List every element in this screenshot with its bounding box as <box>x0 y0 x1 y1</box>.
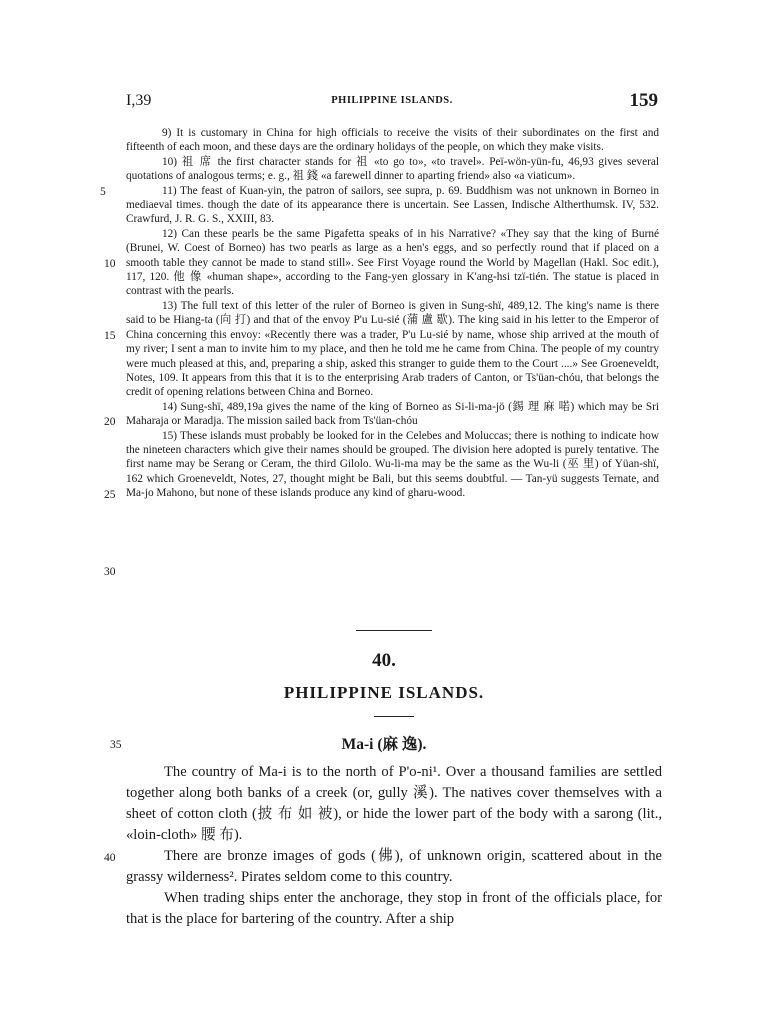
footnote-9: 9) It is customary in China for high officials to receive the visits of their subordinates on the first and fifteenth of each moon, and these days are the ordinary holidays of the people, on which they make visits. <box>126 127 659 154</box>
running-title: PHILIPPINE ISLANDS. <box>331 95 453 106</box>
footnote-12: 12) Can these pearls be the same Pigafetta speaks of in his Narrative? «They say that the king of Burné (Brunei, W. Coest of Borneo) has two pearls as large as a hen's eggs, and so perfectly round that if placed on a smooth table they cannot be made to stand still». See First Voyage round the World by Magellan (Hakl. Soc edit.), 117, 120. 他 像 «human shape», according to the Fang-yen glossary in K'ang-hsi tzï-tién. The statue is placed in contrast with the pearls. <box>126 227 659 298</box>
chapter-reference: I,39 <box>126 92 152 109</box>
section-number: 40. <box>372 650 396 671</box>
paragraph: The country of Ma-i is to the north of P'o-ni¹. Over a thousand families are settled together along both banks of a creek (or, gully 溪). The natives cover themselves with a sheet of cotton cloth (披 布 如 被), or hide the lower part of the body with a sarong (lit., «loin-cloth» 腰 布). <box>126 764 662 843</box>
main-text <box>126 762 662 930</box>
line-number: 35 <box>110 739 122 751</box>
section-title: PHILIPPINE ISLANDS. <box>283 683 485 702</box>
paragraph: There are bronze images of gods (佛), of unknown origin, scattered about in the grassy wilderness². Pirates seldom come to this country. <box>126 848 662 885</box>
line-number: 10 <box>104 258 116 270</box>
footnote-11: 11) The feast of Kuan-yin, the patron of sailors, see supra, p. 69. Buddhism was not unknown in Borneo in mediaeval times. though the date of its appearance there is uncertain. See Lassen, Indische Altherthumsk. IV, 532. Crawfurd, J. R. G. S., XXIII, 83. <box>126 184 659 226</box>
footnote-15: 15) These islands must probably be looked for in the Celebes and Moluccas; there is nothing to indicate how the nineteen characters which give their names should be grouped. The division here adopted is purely tentative. The first name may be Serang or Ceram, the third Gilolo. Wu-li-ma may be the same as the Wu-li (巫 里) of Yüan-shï, 162 which Groeneveldt, Notes, 27, thought might be Bali, but this seems doubtful. — Tan-yü suggests Ternate, and Ma-jo Mahono, but none of these islands produce any kind of gharu-wood. <box>126 429 659 500</box>
line-number: 15 <box>104 330 116 342</box>
footnote-10: 10) 祖 席 the first character stands for 祖 «to go to», «to travel». Peï-wön-yün-fu, 46,93 gives several quotations of analogous terms; e. g., 祖 錢 «a farewell dinner to aparting friend» also «a viaticum». <box>126 155 659 183</box>
line-number: 25 <box>104 489 116 501</box>
footnote-13: 13) The full text of this letter of the ruler of Borneo is given in Sung-shï, 489,12. The king's name is there said to be Hiang-ta (向 打) and that of the envoy P'u Lu-sié (蒲 盧 歇). The king said in his letter to the Emperor of China concerning this envoy: «Recently there was a trader, P'u Lu-sié by name, whose ship arrived at the mouth of my river; I sent a man to invite him to my place, and then he told me he came from China. The people of my country were much pleased at this, and, preparing a ship, asked this stranger to guide them to the Court ....» See Groeneveldt, Notes, 109. It appears from this that it is to the enterprising Arab traders of Canton, or Ts'üan-chóu, that belongs the credit of opening relations between China and Borneo. <box>126 299 659 399</box>
line-number: 30 <box>104 566 116 578</box>
running-head <box>126 90 658 114</box>
line-number: 40 <box>104 852 116 864</box>
title-rule <box>374 716 414 717</box>
section-divider <box>356 630 432 631</box>
paragraph: When trading ships enter the anchorage, they stop in front of the officials place, for that is the place for bartering of the country. After a ship <box>126 890 662 927</box>
footnote-14: 14) Sung-shï, 489,19a gives the name of the king of Borneo as Si-li-ma-jö (錫 理 麻 喏) which may be Sri Maharaja or Maradja. The mission sailed back from Ts'üan-chóu <box>126 400 659 428</box>
page-number: 159 <box>629 90 658 111</box>
footnotes <box>126 126 659 501</box>
line-number: 20 <box>104 416 116 428</box>
section-subtitle: Ma-i (麻 逸). <box>341 736 427 753</box>
line-number: 5 <box>100 186 106 198</box>
